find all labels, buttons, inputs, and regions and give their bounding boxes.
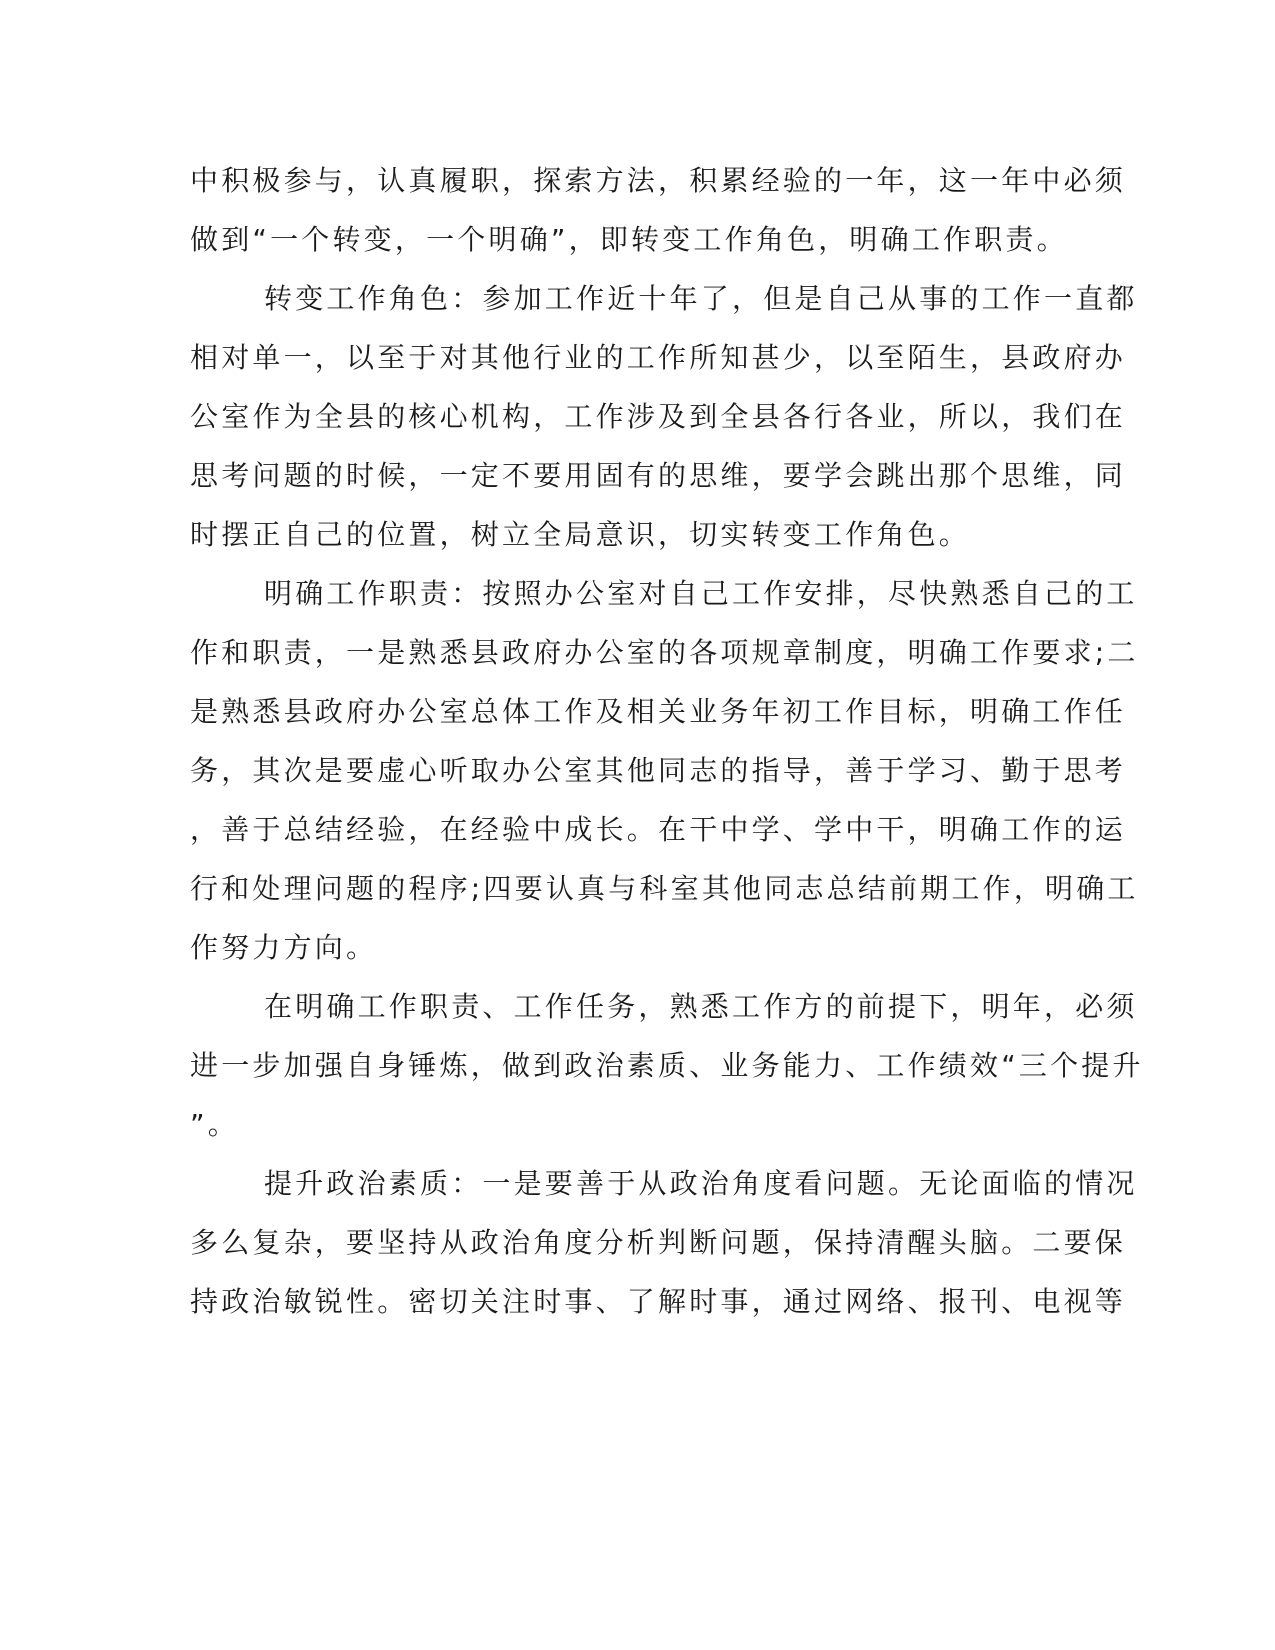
text-line: 行和处理问题的程序;四要认真与科室其他同志总结前期工作，明确工 (190, 872, 1139, 905)
text-line: 相对单一，以至于对其他行业的工作所知甚少，以至陌生，县政府办 (190, 341, 1127, 374)
paragraph-start-line: 明确工作职责：按照办公室对自己工作安排，尽快熟悉自己的工 (264, 577, 1138, 610)
text-line: 务，其次是要虚心听取办公室其他同志的指导，善于学习、勤于思考 (190, 754, 1127, 787)
text-line: 持政治敏锐性。密切关注时事、了解时事，通过网络、报刊、电视等 (190, 1285, 1127, 1318)
text-line: 多么复杂，要坚持从政治角度分析判断问题，保持清醒头脑。二要保 (190, 1226, 1127, 1259)
text-line: 中积极参与，认真履职，探索方法，积累经验的一年，这一年中必须 (190, 164, 1127, 197)
text-line: 作和职责，一是熟悉县政府办公室的各项规章制度，明确工作要求;二 (190, 636, 1139, 669)
text-line: 思考问题的时候，一定不要用固有的思维，要学会跳出那个思维，同 (190, 459, 1127, 492)
paragraph-start-line: 在明确工作职责、工作任务，熟悉工作方的前提下，明年，必须 (264, 990, 1138, 1023)
text-line: 是熟悉县政府办公室总体工作及相关业务年初工作目标，明确工作任 (190, 695, 1127, 728)
paragraph-start-line: 提升政治素质：一是要善于从政治角度看问题。无论面临的情况 (264, 1167, 1138, 1200)
text-line: 作努力方向。 (190, 931, 378, 964)
text-line: ，善于总结经验，在经验中成长。在干中学、学中干，明确工作的运 (190, 813, 1127, 846)
text-line: ”。 (190, 1108, 239, 1141)
text-line: 做到“一个转变，一个明确”，即转变工作角色，明确工作职责。 (190, 223, 1068, 256)
paragraph-start-line: 转变工作角色：参加工作近十年了，但是自己从事的工作一直都 (264, 282, 1138, 315)
text-line: 进一步加强自身锤炼，做到政治素质、业务能力、工作绩效“三个提升 (190, 1049, 1144, 1082)
text-line: 时摆正自己的位置，树立全局意识，切实转变工作角色。 (190, 518, 971, 551)
text-line: 公室作为全县的核心机构，工作涉及到全县各行各业，所以，我们在 (190, 400, 1127, 433)
